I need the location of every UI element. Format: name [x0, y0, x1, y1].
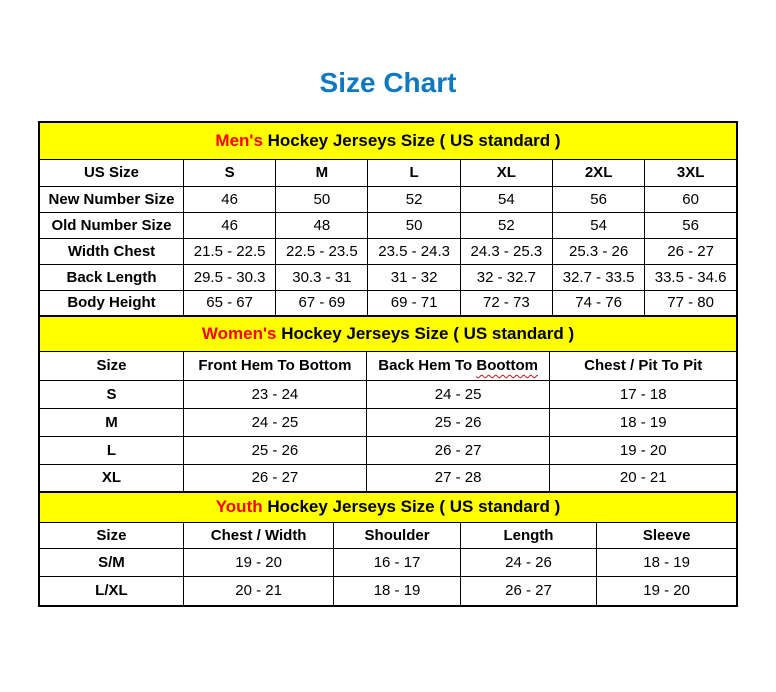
mens-col-header-xl: XL	[460, 159, 552, 186]
size-value-cell: 18 - 19	[334, 576, 460, 606]
womens-caption-highlight: Women's	[201, 323, 277, 343]
table-row	[39, 464, 737, 492]
size-value-cell: 32 - 32.7	[460, 264, 552, 290]
size-value-cell: 74 - 76	[552, 290, 644, 316]
size-value-cell: 27 - 28	[366, 464, 550, 492]
size-value-cell: 67 - 69	[276, 290, 368, 316]
size-tables	[38, 121, 738, 607]
row-label: Width Chest	[39, 238, 183, 264]
size-value-cell: 19 - 20	[597, 576, 737, 606]
size-value-cell: 17 - 18	[550, 380, 737, 408]
page-title: Size Chart	[319, 67, 457, 98]
mens-col-header-us-size: US Size	[39, 159, 183, 186]
size-value-cell: 32.7 - 33.5	[552, 264, 644, 290]
youth-table-caption	[39, 492, 737, 522]
size-value-cell: 48	[276, 212, 368, 238]
size-value-cell: 52	[460, 212, 552, 238]
youth-caption-row	[39, 492, 737, 522]
size-value-cell: 18 - 19	[550, 408, 737, 436]
youth-col-header-sleeve: Sleeve	[597, 522, 737, 548]
size-value-cell: 24 - 26	[460, 548, 597, 576]
mens-col-header-s: S	[183, 159, 275, 186]
size-value-cell: 72 - 73	[460, 290, 552, 316]
size-value-cell: 25 - 26	[366, 408, 550, 436]
table-row	[39, 238, 737, 264]
youth-caption-highlight: Youth	[215, 497, 263, 517]
size-value-cell: 16 - 17	[334, 548, 460, 576]
table-row	[39, 186, 737, 212]
size-value-cell: 52	[368, 186, 460, 212]
size-value-cell: 54	[460, 186, 552, 212]
size-value-cell: 77 - 80	[645, 290, 737, 316]
mens-col-header-m: M	[276, 159, 368, 186]
size-value-cell: 60	[645, 186, 737, 212]
youth-col-header-length: Length	[460, 522, 597, 548]
mens-caption-row	[39, 122, 737, 159]
size-value-cell: 23.5 - 24.3	[368, 238, 460, 264]
size-value-cell: 65 - 67	[183, 290, 275, 316]
size-value-cell: 26 - 27	[645, 238, 737, 264]
womens-header-row	[39, 351, 737, 380]
size-value-cell: 22.5 - 23.5	[276, 238, 368, 264]
table-row	[39, 264, 737, 290]
size-value-cell: 30.3 - 31	[276, 264, 368, 290]
womens-caption-row	[39, 316, 737, 351]
row-label: L/XL	[39, 576, 183, 606]
size-value-cell: 54	[552, 212, 644, 238]
size-value-cell: 20 - 21	[550, 464, 737, 492]
table-row	[39, 548, 737, 576]
womens-col-header-size: Size	[39, 351, 183, 380]
mens-col-header-2xl: 2XL	[552, 159, 644, 186]
table-row	[39, 380, 737, 408]
size-value-cell: 24.3 - 25.3	[460, 238, 552, 264]
size-value-cell: 50	[276, 186, 368, 212]
size-value-cell: 46	[183, 212, 275, 238]
size-value-cell: 23 - 24	[183, 380, 366, 408]
back-hem-label-misspelled: Boottom	[476, 357, 539, 374]
womens-size-table	[38, 315, 738, 493]
size-value-cell: 56	[645, 212, 737, 238]
row-label: S/M	[39, 548, 183, 576]
row-label: XL	[39, 464, 183, 492]
size-value-cell: 20 - 21	[183, 576, 334, 606]
youth-col-header-shoulder: Shoulder	[334, 522, 460, 548]
size-value-cell: 19 - 20	[183, 548, 334, 576]
size-value-cell: 29.5 - 30.3	[183, 264, 275, 290]
size-value-cell: 56	[552, 186, 644, 212]
mens-col-header-3xl: 3XL	[645, 159, 737, 186]
size-value-cell: 19 - 20	[550, 436, 737, 464]
row-label: S	[39, 380, 183, 408]
row-label: Old Number Size	[39, 212, 183, 238]
table-row	[39, 436, 737, 464]
table-row	[39, 212, 737, 238]
mens-caption-rest: Hockey Jerseys Size ( US standard )	[262, 130, 561, 150]
mens-table-caption	[39, 122, 737, 159]
size-value-cell: 26 - 27	[183, 464, 366, 492]
size-value-cell: 26 - 27	[366, 436, 550, 464]
back-hem-label-prefix: Back Hem To	[378, 357, 477, 374]
row-label: Back Length	[39, 264, 183, 290]
table-row	[39, 576, 737, 606]
table-row	[39, 408, 737, 436]
youth-col-header-chest-width: Chest / Width	[183, 522, 334, 548]
size-value-cell: 24 - 25	[183, 408, 366, 436]
womens-table-caption	[39, 316, 737, 351]
size-value-cell: 31 - 32	[368, 264, 460, 290]
size-value-cell: 25 - 26	[183, 436, 366, 464]
size-value-cell: 25.3 - 26	[552, 238, 644, 264]
mens-caption-highlight: Men's	[215, 130, 263, 150]
size-value-cell: 33.5 - 34.6	[645, 264, 737, 290]
size-value-cell: 46	[183, 186, 275, 212]
row-label: New Number Size	[39, 186, 183, 212]
youth-header-row	[39, 522, 737, 548]
youth-col-header-size: Size	[39, 522, 183, 548]
womens-caption-rest: Hockey Jerseys Size ( US standard )	[276, 323, 575, 343]
row-label: L	[39, 436, 183, 464]
size-value-cell: 69 - 71	[368, 290, 460, 316]
youth-size-table	[38, 491, 738, 607]
youth-caption-rest: Hockey Jerseys Size ( US standard )	[262, 497, 561, 517]
womens-col-header-chest: Chest / Pit To Pit	[550, 351, 737, 380]
womens-col-header-back-hem	[366, 351, 550, 380]
size-value-cell: 50	[368, 212, 460, 238]
mens-header-row	[39, 159, 737, 186]
size-value-cell: 26 - 27	[460, 576, 597, 606]
mens-size-table	[38, 121, 738, 317]
size-value-cell: 24 - 25	[366, 380, 550, 408]
womens-col-header-front-hem: Front Hem To Bottom	[183, 351, 366, 380]
size-value-cell: 21.5 - 22.5	[183, 238, 275, 264]
mens-col-header-l: L	[368, 159, 460, 186]
row-label: Body Height	[39, 290, 183, 316]
size-value-cell: 18 - 19	[597, 548, 737, 576]
row-label: M	[39, 408, 183, 436]
table-row	[39, 290, 737, 316]
